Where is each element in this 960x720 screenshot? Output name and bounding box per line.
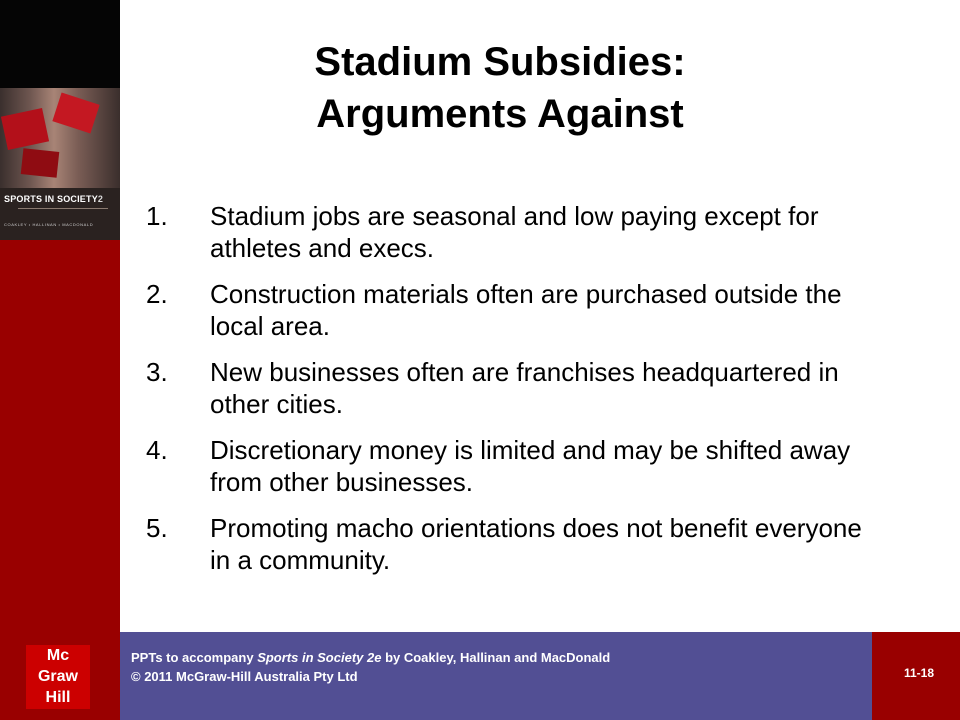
book-cover-image [0,0,120,240]
cover-authors: COAKLEY • HALLINAN • MACDONALD [4,222,94,227]
list-item-number: 5. [146,513,168,543]
list-item-text: Discretionary money is limited and may be shifted away from other businesses. [210,435,851,497]
list-item-number: 4. [146,435,168,465]
cover-top-band [0,0,120,88]
arguments-list [146,200,886,590]
list-item [146,200,886,264]
cover-divider [18,208,108,209]
list-item [146,356,886,420]
list-item-number: 1. [146,201,168,231]
mcgraw-hill-logo: Mc Graw Hill [26,645,90,709]
footer-copyright: © 2011 McGraw-Hill Australia Pty Ltd [131,669,358,684]
page-number: 11-18 [904,666,935,680]
slide-title-line1: Stadium Subsidies: [314,40,686,84]
list-item-text: Construction materials often are purchased outside the local area. [210,279,842,341]
cover-hand-wrap [21,148,60,178]
footer-credit [131,648,610,686]
slide-title-line2: Arguments Against [316,92,684,136]
footer-book-title: Sports in Society 2e [257,650,382,665]
cover-edition: 2 [97,194,104,204]
slide-title [120,36,880,140]
footer-line1: PPTs to accompany Sports in Society 2e by Coakley, Hallinan and MacDonald [131,650,611,665]
list-item [146,278,886,342]
list-item-text: New businesses often are franchises headquartered in other cities. [210,357,839,419]
list-item [146,512,886,576]
list-item-number: 3. [146,357,168,387]
list-item [146,434,886,498]
list-item-text: Promoting macho orientations does not benefit everyone in a community. [210,513,862,575]
list-item-text: Stadium jobs are seasonal and low paying except for athletes and execs. [210,201,819,263]
cover-title: SPORTS IN SOCIETY2 [4,194,104,204]
list-item-number: 2. [146,279,168,309]
